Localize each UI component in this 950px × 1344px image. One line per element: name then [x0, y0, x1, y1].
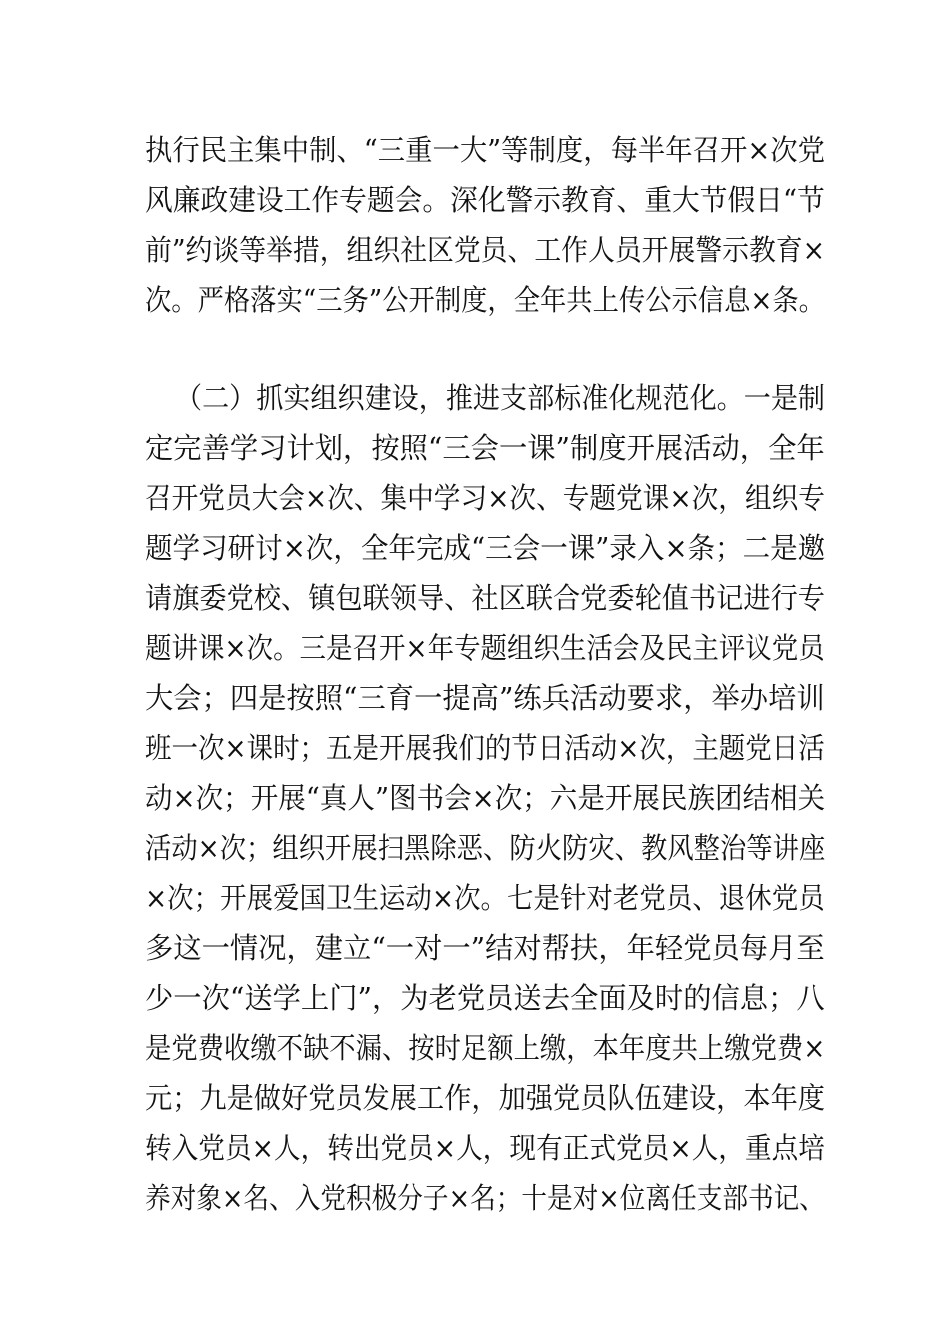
paragraph2-line-13: 少一次“送学上门”，为老党员送去全面及时的信息；八 — [145, 981, 825, 1015]
paragraph2-line-15: 元；九是做好党员发展工作，加强党员队伍建设，本年度 — [145, 1081, 825, 1115]
paragraph1-line-2: 风廉政建设工作专题会。深化警示教育、重大节假日“节 — [145, 183, 825, 217]
paragraph2-line-7: 大会；四是按照“三育一提高”练兵活动要求，举办培训 — [145, 681, 825, 715]
paragraph2-line-9: 动×次；开展“真人”图书会×次；六是开展民族团结相关 — [145, 781, 826, 815]
paragraph1-line-3: 前”约谈等举措，组织社区党员、工作人员开展警示教育× — [145, 233, 826, 267]
paragraph2-line-10: 活动×次；组织开展扫黑除恶、防火防灾、教风整治等讲座 — [145, 831, 826, 865]
paragraph2-line-8: 班一次×课时；五是开展我们的节日活动×次，主题党日活 — [145, 731, 825, 765]
paragraph1-line-1: 执行民主集中制、“三重一大”等制度，每半年召开×次党 — [145, 133, 825, 167]
paragraph2-line-16: 转入党员×人，转出党员×人，现有正式党员×人，重点培 — [145, 1131, 825, 1165]
paragraph2-line-14: 是党费收缴不缺不漏、按时足额上缴，本年度共上缴党费× — [145, 1031, 826, 1065]
paragraph1-line-4: 次。严格落实“三务”公开制度，全年共上传公示信息×条。 — [145, 283, 825, 317]
paragraph2-line-1: （二）抓实组织建设，推进支部标准化规范化。一是制 — [175, 381, 826, 415]
paragraph2-line-4: 题学习研讨×次，全年完成“三会一课”录入×条；二是邀 — [145, 531, 826, 565]
paragraph2-line-2: 定完善学习计划，按照“三会一课”制度开展活动，全年 — [145, 431, 825, 465]
paragraph2-line-17: 养对象×名、入党积极分子×名；十是对×位离任支部书记、 — [145, 1181, 825, 1215]
paragraph2-line-11: ×次；开展爱国卫生运动×次。七是针对老党员、退休党员 — [145, 881, 825, 915]
paragraph2-line-6: 题讲课×次。三是召开×年专题组织生活会及民主评议党员 — [145, 631, 825, 665]
paragraph2-line-12: 多这一情况，建立“一对一”结对帮扶，年轻党员每月至 — [145, 931, 825, 965]
paragraph2-line-5: 请旗委党校、镇包联领导、社区联合党委轮值书记进行专 — [145, 581, 825, 615]
paragraph2-line-3: 召开党员大会×次、集中学习×次、专题党课×次，组织专 — [145, 481, 825, 515]
